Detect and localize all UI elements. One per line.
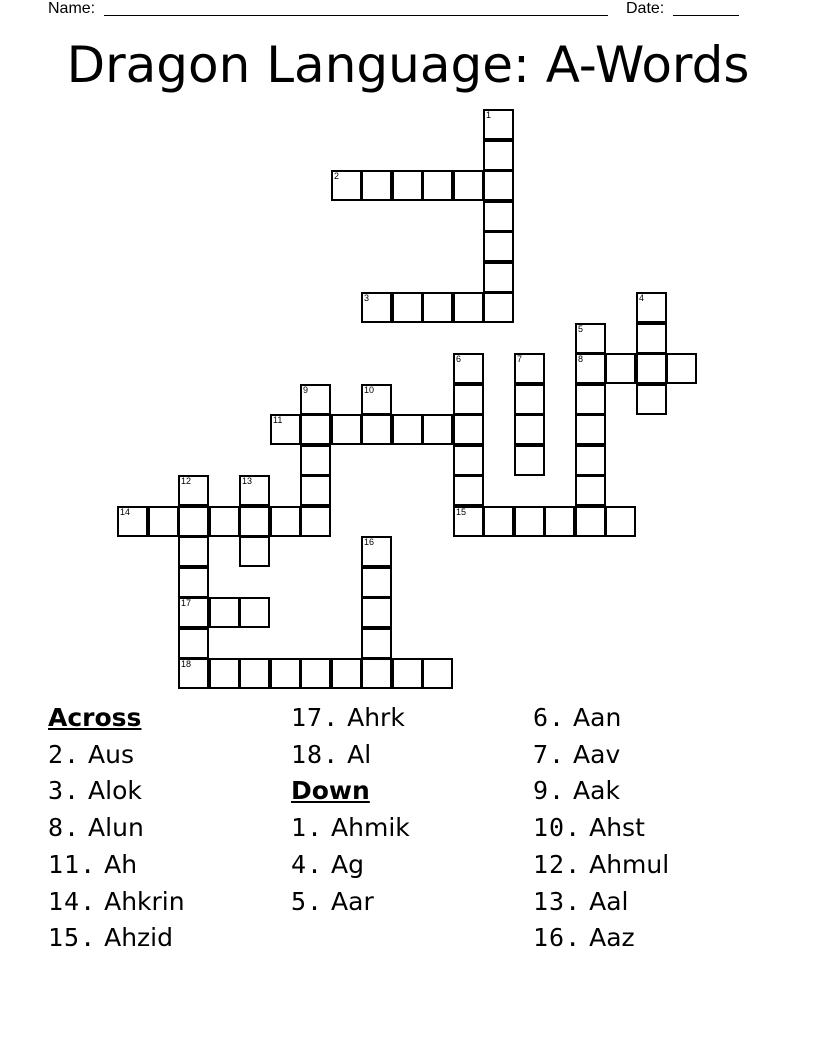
crossword-cell[interactable] — [575, 506, 606, 537]
crossword-cell[interactable] — [575, 475, 606, 506]
crossword-cell[interactable] — [514, 414, 545, 445]
crossword-cell[interactable] — [483, 231, 514, 262]
clue-item — [533, 737, 773, 774]
cell-number: 17 — [181, 598, 192, 608]
clue-item — [533, 700, 773, 737]
crossword-cell[interactable] — [361, 414, 392, 445]
clue-number: 17. — [291, 703, 340, 732]
crossword-cell[interactable] — [422, 414, 453, 445]
crossword-cell[interactable] — [361, 658, 392, 689]
clue-number: 1. — [291, 813, 324, 843]
clue-number: 18. — [291, 739, 340, 769]
clue-text: Ahmul — [581, 849, 670, 879]
crossword-cell[interactable] — [178, 658, 209, 689]
crossword-cell[interactable] — [361, 292, 392, 323]
crossword-cell[interactable] — [453, 506, 484, 537]
clue-item — [533, 847, 773, 884]
clues-column-3 — [533, 700, 773, 957]
clue-text: Aak — [565, 776, 620, 806]
cell-number: 16 — [364, 537, 375, 547]
crossword-cell[interactable] — [300, 414, 331, 445]
clue-item — [533, 773, 773, 810]
clue-text: Aaz — [581, 923, 635, 953]
page-title: Dragon Language: A-Words — [66, 36, 750, 94]
crossword-cell[interactable] — [575, 445, 606, 476]
crossword-cell[interactable] — [514, 353, 545, 384]
cell-number: 5 — [578, 324, 584, 334]
clue-item — [533, 920, 773, 957]
crossword-cell[interactable] — [331, 658, 362, 689]
crossword-cell[interactable] — [209, 658, 240, 689]
crossword-cell[interactable] — [270, 658, 301, 689]
date-label: Date: — [626, 0, 665, 17]
crossword-cell[interactable] — [361, 170, 392, 201]
crossword-cell[interactable] — [483, 506, 514, 537]
clue-item — [48, 773, 288, 810]
cell-number: 6 — [456, 354, 462, 364]
crossword-cell[interactable] — [483, 170, 514, 201]
crossword-cell[interactable] — [453, 353, 484, 384]
clue-item — [291, 847, 531, 884]
crossword-cell[interactable] — [483, 292, 514, 323]
clue-heading-down: Down — [291, 776, 370, 806]
crossword-cell[interactable] — [239, 475, 270, 506]
crossword-cell[interactable] — [483, 262, 514, 293]
clue-text: Ag — [323, 849, 365, 879]
clue-text: Alun — [80, 813, 144, 843]
crossword-cell[interactable] — [331, 170, 362, 201]
clue-item — [48, 920, 288, 957]
crossword-cell[interactable] — [239, 658, 270, 689]
crossword-cell[interactable] — [178, 597, 209, 628]
cell-number: 15 — [456, 507, 467, 517]
clues-column-2 — [291, 700, 531, 920]
clue-text: Ahmik — [323, 813, 410, 843]
crossword-cell[interactable] — [392, 170, 423, 201]
crossword-cell[interactable] — [453, 292, 484, 323]
crossword-cell[interactable] — [361, 384, 392, 415]
crossword-cell[interactable] — [300, 384, 331, 415]
clues-column-1 — [48, 700, 288, 957]
crossword-cell[interactable] — [361, 597, 392, 628]
clue-number: 13. — [533, 886, 582, 916]
crossword-cell[interactable] — [270, 414, 301, 445]
crossword-cell[interactable] — [483, 109, 514, 140]
crossword-cell[interactable] — [331, 414, 362, 445]
clue-number: 7. — [533, 739, 566, 769]
crossword-cell[interactable] — [575, 414, 606, 445]
crossword-cell[interactable] — [544, 506, 575, 537]
crossword-cell[interactable] — [575, 323, 606, 354]
clue-text: Ah — [96, 849, 138, 879]
clue-text: Alok — [80, 776, 142, 806]
crossword-cell[interactable] — [636, 353, 667, 384]
crossword-cell[interactable] — [300, 445, 331, 476]
crossword-cell[interactable] — [178, 536, 209, 567]
clue-number: 14. — [48, 886, 97, 916]
clue-item — [533, 810, 773, 847]
crossword-cell[interactable] — [483, 140, 514, 171]
crossword-cell[interactable] — [422, 658, 453, 689]
clue-item — [48, 884, 288, 921]
crossword-cell[interactable] — [636, 292, 667, 323]
clue-number: 3. — [48, 776, 81, 806]
clue-text: Aal — [581, 886, 629, 916]
cell-number: 7 — [517, 354, 523, 364]
cell-number: 10 — [364, 385, 375, 395]
cell-number: 1 — [486, 110, 492, 120]
clue-number: 6. — [533, 703, 566, 732]
crossword-cell[interactable] — [361, 628, 392, 659]
cell-number: 9 — [303, 385, 309, 395]
crossword-cell[interactable] — [392, 414, 423, 445]
crossword-cell[interactable] — [483, 201, 514, 232]
crossword-cell[interactable] — [239, 536, 270, 567]
clue-number: 5. — [291, 886, 324, 916]
clue-text: Ahzid — [96, 923, 173, 953]
cell-number: 13 — [242, 476, 253, 486]
crossword-cell[interactable] — [453, 475, 484, 506]
clue-text: Ahrk — [339, 703, 405, 732]
clue-item — [291, 700, 531, 737]
crossword-cell[interactable] — [300, 475, 331, 506]
crossword-cell[interactable] — [514, 384, 545, 415]
clue-item — [48, 847, 288, 884]
crossword-cell[interactable] — [605, 506, 636, 537]
crossword-cell[interactable] — [300, 658, 331, 689]
clue-number: 16. — [533, 923, 582, 953]
clue-heading-across: Across — [48, 703, 142, 732]
clue-item — [291, 810, 531, 847]
crossword-cell[interactable] — [453, 384, 484, 415]
crossword-cell[interactable] — [239, 597, 270, 628]
crossword-cell[interactable] — [178, 475, 209, 506]
clue-item — [533, 884, 773, 921]
clue-number: 4. — [291, 849, 324, 879]
clue-text: Ahst — [581, 813, 645, 843]
cell-number: 11 — [273, 415, 283, 425]
clue-text: Aar — [323, 886, 374, 916]
crossword-cell[interactable] — [178, 506, 209, 537]
crossword-cell[interactable] — [636, 323, 667, 354]
clue-text: Aav — [565, 739, 621, 769]
clue-number: 8. — [48, 813, 81, 843]
crossword-cell[interactable] — [514, 445, 545, 476]
cell-number: 18 — [181, 659, 192, 669]
crossword-cell[interactable] — [575, 353, 606, 384]
crossword-cell[interactable] — [178, 567, 209, 598]
clue-text: Aan — [565, 703, 622, 732]
crossword-cell[interactable] — [361, 567, 392, 598]
crossword-cell[interactable] — [209, 506, 240, 537]
clue-item — [291, 737, 531, 774]
clue-number: 15. — [48, 923, 97, 953]
crossword-cell[interactable] — [270, 506, 301, 537]
crossword-cell[interactable] — [514, 506, 545, 537]
cell-number: 8 — [578, 354, 584, 364]
cell-number: 4 — [639, 293, 645, 303]
crossword-cell[interactable] — [392, 292, 423, 323]
crossword-cell[interactable] — [422, 292, 453, 323]
crossword-cell[interactable] — [636, 384, 667, 415]
crossword-cell[interactable] — [605, 353, 636, 384]
crossword-cell[interactable] — [178, 628, 209, 659]
clue-number: 12. — [533, 849, 582, 879]
clue-item — [291, 884, 531, 921]
crossword-cell[interactable] — [453, 445, 484, 476]
crossword-cell[interactable] — [453, 414, 484, 445]
clue-text: Aus — [80, 739, 135, 769]
cell-number: 14 — [120, 507, 131, 517]
crossword-cell[interactable] — [392, 658, 423, 689]
crossword-cell[interactable] — [666, 353, 697, 384]
cell-number: 3 — [364, 293, 370, 303]
crossword-cell[interactable] — [422, 170, 453, 201]
crossword-cell[interactable] — [209, 597, 240, 628]
crossword-cell[interactable] — [239, 506, 270, 537]
name-label: Name: — [48, 0, 96, 17]
clue-item — [48, 737, 288, 774]
clue-item — [48, 810, 288, 847]
clue-text: Ahkrin — [96, 886, 185, 916]
clue-number: 2. — [48, 739, 81, 769]
cell-number: 12 — [181, 476, 192, 486]
clue-number: 11. — [48, 849, 97, 879]
crossword-cell[interactable] — [117, 506, 148, 537]
clue-number: 10. — [533, 813, 582, 843]
crossword-cell[interactable] — [361, 536, 392, 567]
clue-text: Al — [339, 739, 372, 769]
crossword-cell[interactable] — [148, 506, 179, 537]
cell-number: 2 — [334, 171, 340, 181]
crossword-cell[interactable] — [575, 384, 606, 415]
crossword-cell[interactable] — [453, 170, 484, 201]
clue-number: 9. — [533, 776, 566, 806]
crossword-cell[interactable] — [300, 506, 331, 537]
